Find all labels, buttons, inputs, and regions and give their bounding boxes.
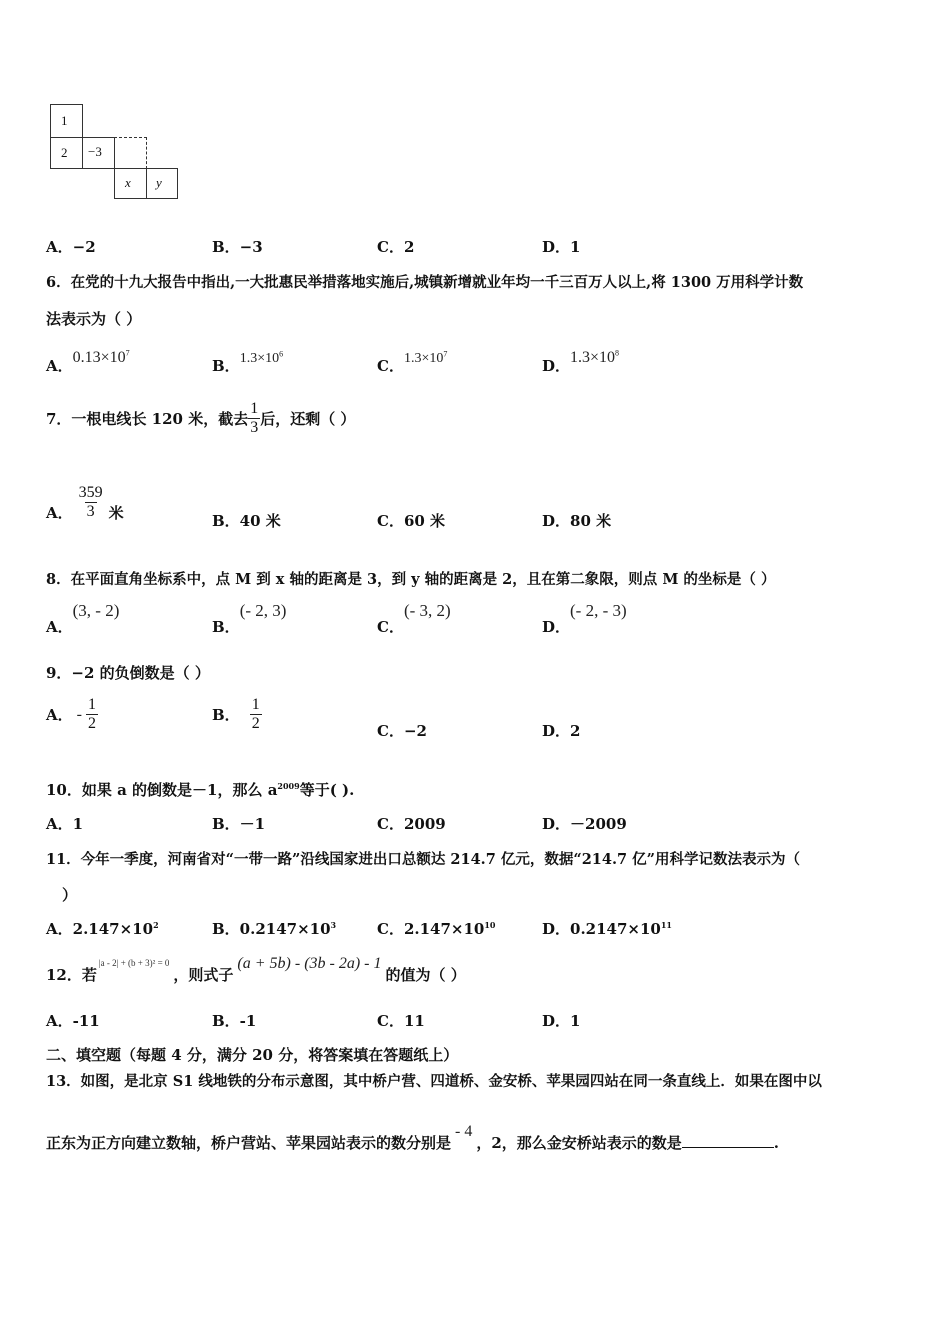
q13-stem-line1: 13．如图，是北京 S1 线地铁的分布示意图，其中桥户营、四道桥、金安桥、苹果园四站在同一条直线上．如果在图中以 <box>46 1073 822 1090</box>
q7-stem: 7．一根电线长 120 米，截去 $\frac{1}{3}$ 后，还剩（ ） <box>46 400 356 437</box>
q12-option-b: B．-1 <box>212 1012 257 1030</box>
q10-stem: 10．如果 a 的倒数是－1，那么 $a^{2009}$等于( ). <box>46 781 355 799</box>
q7-option-b: B．40 米 <box>212 512 281 530</box>
q6-option-c: C．$1.3\times 10^7$ <box>377 349 448 375</box>
q8-option-d: D．(- 2, - 3) <box>542 601 627 636</box>
q6-stem-line2: 法表示为（ ） <box>46 310 142 328</box>
q11-option-d: D．$0.2147\times 10^{11}$ <box>542 920 672 938</box>
q11-option-b: B．$0.2147\times 10^3$ <box>212 920 337 938</box>
q13-stem-line2: 正东为正方向建立数轴，桥户营站、苹果园站表示的数分别是- 4，2，那么金安桥站表示的数是 . <box>46 1123 780 1152</box>
q9-option-c: C．−2 <box>377 722 427 740</box>
q10-option-b: B．－1 <box>212 815 266 833</box>
net-cell-blank <box>114 137 147 169</box>
q11-option-c: C．$2.147\times 10^{10}$ <box>377 920 496 938</box>
section-2-heading: 二、填空题（每题 4 分，满分 20 分，将答案填在答题纸上） <box>46 1046 459 1064</box>
q9-option-d: D．2 <box>542 722 581 740</box>
q12-stem: 12．若|a - 2| + (b + 3)² = 0，则式子(a + 5b) - (3b - 2a) - 1的值为（ ） <box>46 955 466 984</box>
q5-option-d: D．1 <box>542 238 581 256</box>
q12-option-a: A．-11 <box>46 1012 100 1030</box>
q7-fraction: $\frac{1}{3}$ <box>250 400 259 437</box>
q5-option-b: B．−3 <box>212 238 263 256</box>
q8-option-c: C．(- 3, 2) <box>377 601 451 636</box>
q11-option-a: A．$2.147\times 10^2$ <box>46 920 159 938</box>
q9-option-b: B． $\frac{1}{2}$ <box>212 696 260 733</box>
q8-option-a: A．(3, - 2) <box>46 601 120 636</box>
q5-option-c: C．2 <box>377 238 415 256</box>
q13-neg4: - 4 <box>455 1123 473 1140</box>
q6-stem-line1: 6．在党的十九大报告中指出,一大批惠民举措落地实施后,城镇新增就业年均一千三百万人以上,将 1300 万用科学计数 <box>46 274 804 291</box>
q8-stem: 8．在平面直角坐标系中，点 M 到 x 轴的距离是 3，到 y 轴的距离是 2，且在第二象限，则点 M 的坐标是（ ） <box>46 571 776 588</box>
net-cell-1: 1 <box>50 104 83 138</box>
q10-option-d: D．－2009 <box>542 815 627 833</box>
q8-option-b: B．(- 2, 3) <box>212 601 287 636</box>
q6-option-d: D．$1.3\times 10^8$ <box>542 348 620 375</box>
q12-condition: |a - 2| + (b + 3)² = 0 <box>98 958 170 968</box>
q12-option-c: C．11 <box>377 1012 425 1030</box>
q9-stem: 9．−2 的负倒数是（ ） <box>46 664 210 682</box>
q11-stem-line2: ） <box>62 886 78 904</box>
q12-expression: (a + 5b) - (3b - 2a) - 1 <box>237 955 382 972</box>
q13-answer-blank[interactable] <box>682 1134 774 1148</box>
net-cell-y: y <box>146 168 178 199</box>
q7-option-a: A． $\frac{359}{3}$ 米 <box>46 484 124 523</box>
q7-option-c: C．60 米 <box>377 512 446 530</box>
q6-option-b: B．$1.3\times 10^6$ <box>212 349 284 375</box>
net-cell-x: x <box>114 168 147 199</box>
q7-option-d: D．80 米 <box>542 512 612 530</box>
q10-option-c: C．2009 <box>377 815 446 833</box>
q11-stem-line1: 11．今年一季度，河南省对“一带一路”沿线国家进出口总额达 214.7 亿元，数据“214.7 亿”用科学记数法表示为（ <box>46 851 800 868</box>
q12-option-d: D．1 <box>542 1012 581 1030</box>
q10-option-a: A．1 <box>46 815 84 833</box>
q5-option-a: A．−2 <box>46 238 96 256</box>
q6-option-a: A．$0.13\times 10^7$ <box>46 348 130 375</box>
net-cell-2: 2 <box>50 137 83 169</box>
q9-option-a: A． - $\frac{1}{2}$ <box>46 696 96 733</box>
net-cell-3: −3 <box>82 137 115 169</box>
